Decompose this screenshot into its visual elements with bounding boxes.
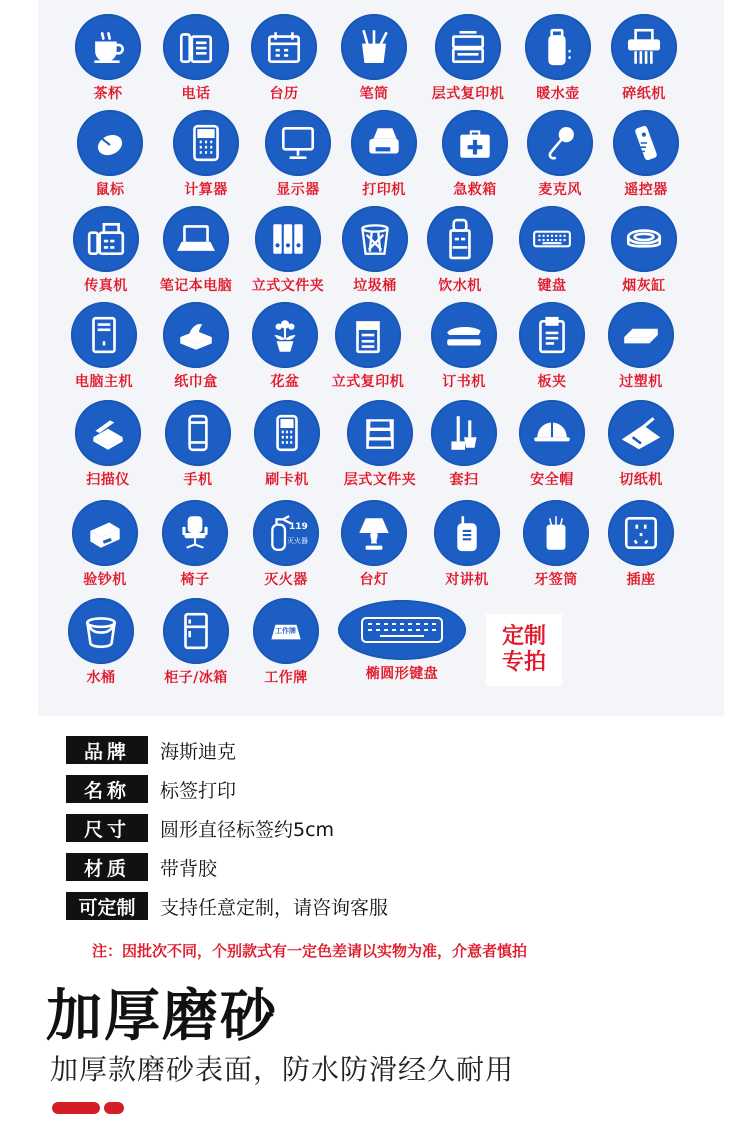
sticker-cabinet-fridge	[148, 598, 244, 687]
pen-holder-icon	[341, 14, 407, 80]
sticker-keyboard	[504, 206, 600, 295]
paper-cutter-icon	[608, 400, 674, 466]
sticker-clipboard	[504, 302, 600, 391]
sticker-label: 碎纸机	[622, 86, 666, 102]
headline: 加厚磨砂	[46, 984, 278, 1049]
sticker-label: 订书机	[442, 374, 486, 390]
sticker-label: 笔记本电脑	[159, 278, 233, 294]
sticker-tissue-box	[148, 302, 244, 391]
sticker-desk-lamp	[326, 500, 422, 589]
sticker-label: 层式复印机	[431, 86, 505, 102]
desk-lamp-icon	[341, 500, 407, 566]
sticker-label: 椅子	[180, 572, 210, 588]
remote-control-icon	[613, 110, 679, 176]
spec-value: 标签打印	[160, 779, 237, 802]
spec-key: 品牌	[66, 736, 148, 764]
sticker-label: 电脑主机	[75, 374, 133, 390]
sticker-label: 茶杯	[93, 86, 123, 102]
sticker-label: 插座	[626, 572, 656, 588]
fax-icon	[73, 206, 139, 272]
bucket-icon	[68, 598, 134, 664]
accent-bar-long	[52, 1102, 100, 1114]
sticker-label: 台灯	[359, 572, 389, 588]
subheadline: 加厚款磨砂表面，防水防滑经久耐用	[50, 1053, 515, 1086]
sticker-ashtray	[596, 206, 692, 295]
sticker-telephone	[148, 14, 244, 103]
spec-material	[66, 853, 217, 881]
sticker-label: 传真机	[84, 278, 128, 294]
fire-extinguisher-icon	[253, 500, 319, 566]
sticker-label: 鼠标	[95, 182, 125, 198]
money-counter-icon	[72, 500, 138, 566]
sticker-label: 过塑机	[619, 374, 663, 390]
toothpick-holder-icon	[523, 500, 589, 566]
thermos-icon	[525, 14, 591, 80]
cup-icon	[75, 14, 141, 80]
laptop-icon	[163, 206, 229, 272]
sticker-fax	[58, 206, 154, 295]
clipboard-icon	[519, 302, 585, 368]
sticker-label: 笔筒	[359, 86, 389, 102]
accent-bar-short	[104, 1102, 124, 1114]
sticker-label: 扫描仪	[86, 472, 130, 488]
sticker-first-aid	[427, 110, 523, 199]
spec-key: 名称	[66, 775, 148, 803]
sticker-mouse	[62, 110, 158, 199]
sticker-walkie-talkie	[419, 500, 515, 589]
sticker-label: 板夹	[537, 374, 567, 390]
pc-tower-icon	[71, 302, 137, 368]
standing-copier-icon	[335, 302, 401, 368]
sticker-stapler	[416, 302, 512, 391]
spec-value: 圆形直径标签约5cm	[160, 818, 335, 841]
sticker-layered-copier	[420, 14, 516, 103]
sticker-printer	[336, 110, 432, 199]
first-aid-icon	[442, 110, 508, 176]
sticker-label: 遥控器	[624, 182, 668, 198]
sticker-safety-helmet	[504, 400, 600, 489]
sticker-pc-tower	[56, 302, 152, 391]
card-reader-icon	[254, 400, 320, 466]
name-plate-icon	[253, 598, 319, 664]
sticker-label: 安全帽	[530, 472, 574, 488]
sticker-label: 对讲机	[445, 572, 489, 588]
sticker-label: 水桶	[86, 670, 116, 686]
sticker-laminator	[593, 302, 689, 391]
sticker-pen-holder	[326, 14, 422, 103]
oval-keyboard-icon	[338, 600, 466, 660]
sticker-calculator	[158, 110, 254, 199]
microphone-icon	[527, 110, 593, 176]
custom-order-line1: 定制	[501, 624, 546, 649]
scanner-icon	[75, 400, 141, 466]
spec-key: 材质	[66, 853, 148, 881]
sticker-scanner	[60, 400, 156, 489]
safety-helmet-icon	[519, 400, 585, 466]
file-tray-icon	[347, 400, 413, 466]
spec-value: 带背胶	[160, 857, 218, 880]
sticker-label: 麦克风	[538, 182, 582, 198]
sticker-label: 套扫	[449, 472, 479, 488]
spec-brand	[66, 736, 236, 764]
sticker-label: 手机	[183, 472, 213, 488]
sticker-standing-copier	[320, 302, 416, 391]
sticker-water-dispenser	[412, 206, 508, 295]
sticker-microphone	[512, 110, 608, 199]
extinguisher-caption: 灭火器	[287, 537, 308, 545]
mobile-phone-icon	[165, 400, 231, 466]
sticker-paper-cutter	[593, 400, 689, 489]
sticker-tea-cup	[60, 14, 156, 103]
binder-icon	[255, 206, 321, 272]
stapler-icon	[431, 302, 497, 368]
name-plate-text: 工作牌	[275, 627, 296, 635]
sticker-label: 键盘	[537, 278, 567, 294]
sticker-label: 烟灰缸	[622, 278, 666, 294]
mouse-icon	[77, 110, 143, 176]
sticker-chair	[147, 500, 243, 589]
sticker-broom-set	[416, 400, 512, 489]
sticker-label: 急救箱	[453, 182, 497, 198]
cabinet-fridge-icon	[163, 598, 229, 664]
spec-key: 可定制	[66, 892, 148, 920]
sticker-label: 切纸机	[619, 472, 663, 488]
sticker-label: 灭火器	[264, 572, 308, 588]
sticker-label: 计算器	[184, 182, 228, 198]
sticker-label: 刷卡机	[265, 472, 309, 488]
sticker-label: 柜子/冰箱	[164, 670, 228, 686]
sticker-toothpick-holder	[508, 500, 604, 589]
sticker-label: 花盆	[270, 374, 300, 390]
custom-order-badge	[486, 614, 562, 686]
color-difference-note: 注：因批次不同，个别款式有一定色差请以实物为准，介意者慎拍	[92, 942, 528, 960]
sticker-binder	[240, 206, 336, 295]
sticker-thermos	[510, 14, 606, 103]
power-socket-icon	[608, 500, 674, 566]
sticker-desk-calendar	[236, 14, 332, 103]
sticker-name-plate	[238, 598, 334, 687]
sticker-shredder	[596, 14, 692, 103]
extinguisher-number: 119	[289, 522, 308, 532]
water-dispenser-icon	[427, 206, 493, 272]
sticker-label: 椭圆形键盘	[365, 666, 439, 682]
sticker-label: 显示器	[276, 182, 320, 198]
sticker-label: 层式文件夹	[343, 472, 417, 488]
sticker-card-reader	[239, 400, 335, 489]
sticker-power-socket	[593, 500, 689, 589]
sticker-monitor	[250, 110, 346, 199]
sticker-money-counter	[57, 500, 153, 589]
sticker-oval-keyboard	[338, 600, 466, 683]
sticker-label: 立式复印机	[331, 374, 405, 390]
copier-icon	[435, 14, 501, 80]
sticker-label: 垃圾桶	[353, 278, 397, 294]
spec-customizable	[66, 892, 388, 920]
spec-value: 支持任意定制，请咨询客服	[160, 896, 389, 919]
sticker-label: 验钞机	[83, 572, 127, 588]
custom-order-line2: 专拍	[501, 650, 546, 675]
keyboard-icon	[519, 206, 585, 272]
sticker-label: 工作牌	[264, 670, 308, 686]
printer-icon	[351, 110, 417, 176]
shredder-icon	[611, 14, 677, 80]
sticker-flower-pot	[237, 302, 333, 391]
chair-icon	[162, 500, 228, 566]
sticker-label: 电话	[181, 86, 211, 102]
sticker-bucket	[53, 598, 149, 687]
sticker-fire-extinguisher	[238, 500, 334, 589]
sticker-label: 暖水壶	[536, 86, 580, 102]
sticker-label: 立式文件夹	[251, 278, 325, 294]
trash-bin-icon	[342, 206, 408, 272]
monitor-icon	[265, 110, 331, 176]
ashtray-icon	[611, 206, 677, 272]
spec-key: 尺寸	[66, 814, 148, 842]
broom-set-icon	[431, 400, 497, 466]
laminator-icon	[608, 302, 674, 368]
sticker-remote-control	[598, 110, 694, 199]
sticker-mobile-phone	[150, 400, 246, 489]
spec-size	[66, 814, 334, 842]
sticker-label: 打印机	[362, 182, 406, 198]
sticker-label: 饮水机	[438, 278, 482, 294]
flower-pot-icon	[252, 302, 318, 368]
spec-value: 海斯迪克	[160, 740, 237, 763]
calculator-icon	[173, 110, 239, 176]
tissue-box-icon	[163, 302, 229, 368]
sticker-label: 台历	[269, 86, 299, 102]
sticker-laptop	[148, 206, 244, 295]
sticker-trash-bin	[327, 206, 423, 295]
walkie-talkie-icon	[434, 500, 500, 566]
desk-calendar-icon	[251, 14, 317, 80]
spec-name	[66, 775, 236, 803]
sticker-label: 牙签筒	[534, 572, 578, 588]
sticker-label: 纸巾盒	[174, 374, 218, 390]
telephone-icon	[163, 14, 229, 80]
